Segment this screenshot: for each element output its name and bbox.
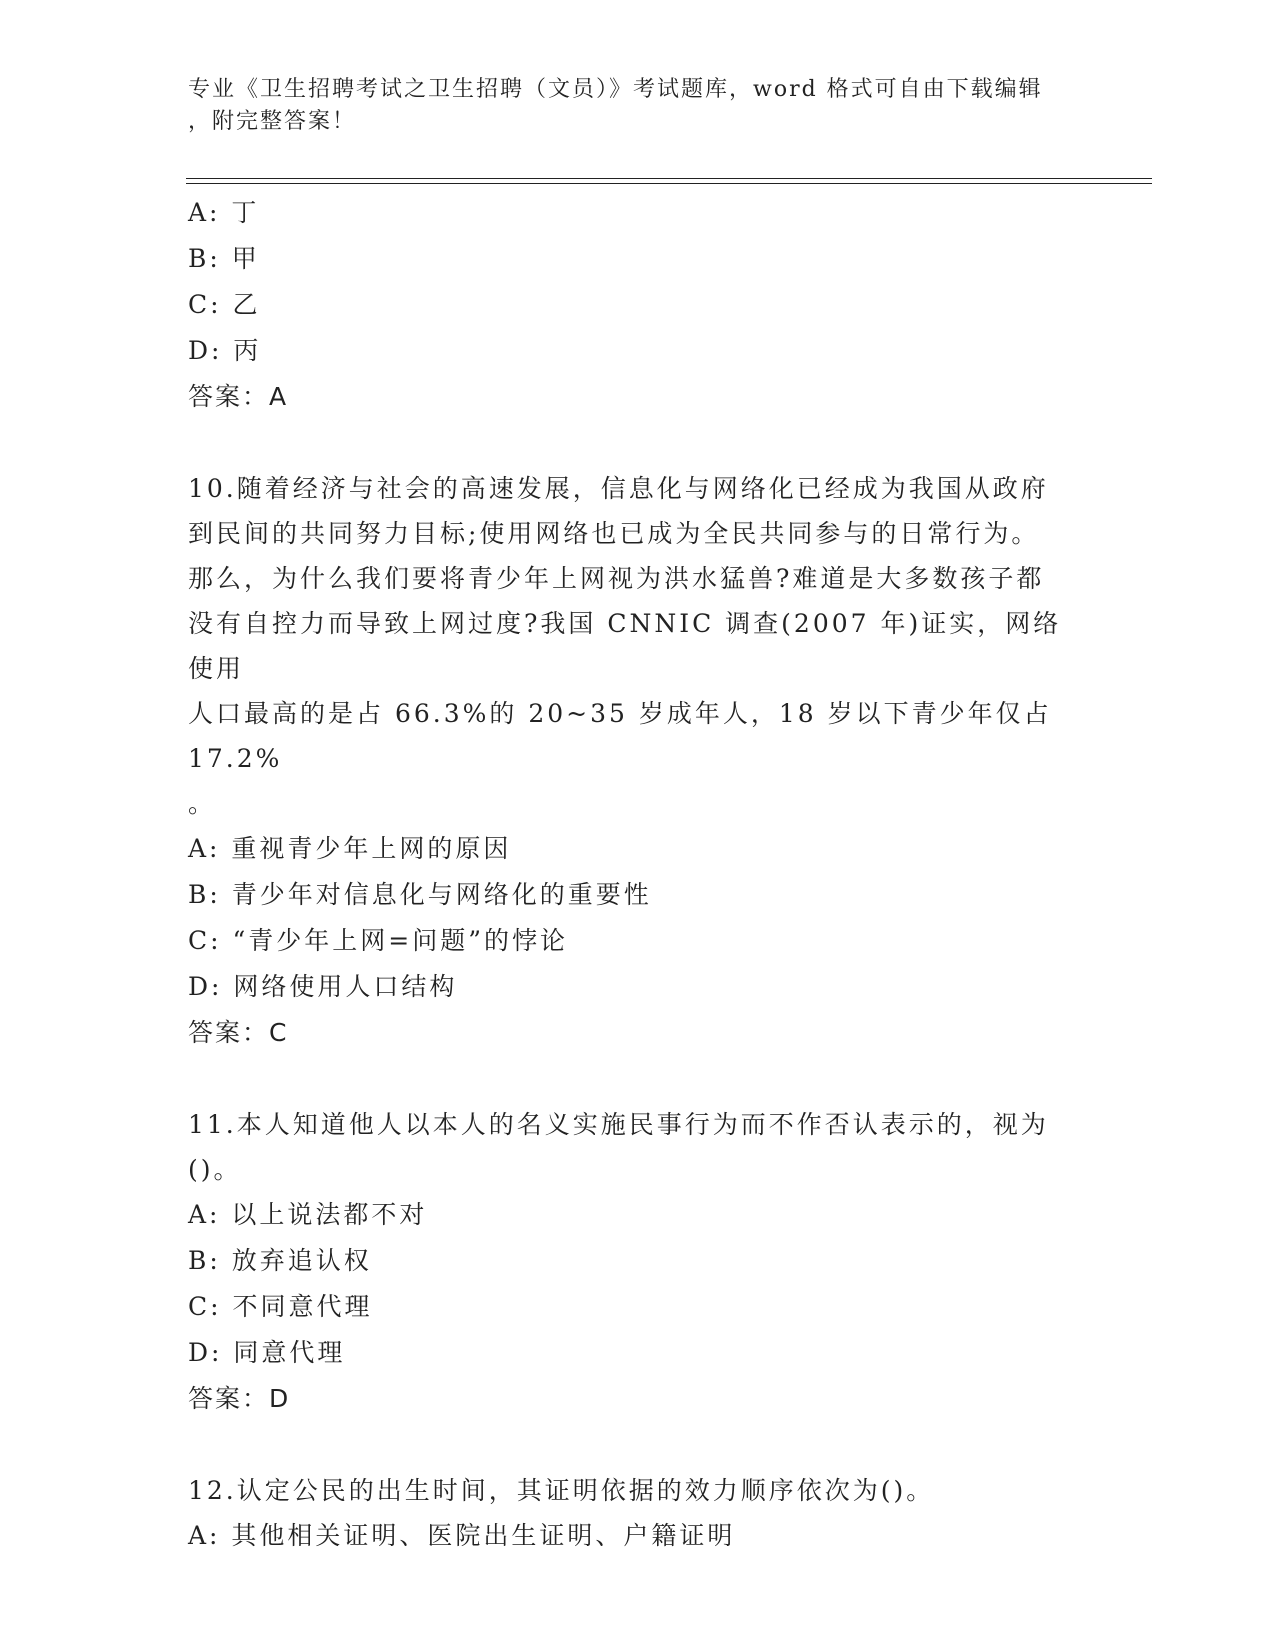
- option-c: C: 乙: [188, 290, 261, 319]
- document-header: [188, 74, 1088, 138]
- header-line-1: 专业《卫生招聘考试之卫生招聘（文员）》考试题库，word 格式可自由下载编辑: [188, 77, 1043, 102]
- question-12: [188, 1468, 1108, 1559]
- question-stem: [188, 466, 1108, 826]
- option-b: B: 甲: [188, 244, 260, 273]
- option-d: D: 网络使用人口结构: [188, 972, 458, 1001]
- stem-line: 到民间的共同努力目标;使用网络也已成为全民共同参与的日常行为。: [188, 519, 1040, 548]
- question-10: [188, 466, 1108, 1056]
- option-a: A: 重视青少年上网的原因: [188, 834, 512, 863]
- question-list: [188, 190, 1108, 1559]
- stem-line: 没有自控力而导致上网过度?我国 CNNIC 调查(2007 年)证实，网络使用: [188, 609, 1062, 683]
- question-9: [188, 190, 1108, 420]
- stem-line: 10.随着经济与社会的高速发展，信息化与网络化已经成为我国从政府: [188, 474, 1049, 503]
- stem-line: 。: [188, 789, 217, 818]
- answer-line: 答案：A: [188, 382, 289, 411]
- spacer: [188, 1056, 1108, 1102]
- option-a: A: 其他相关证明、医院出生证明、户籍证明: [188, 1521, 736, 1550]
- spacer: [188, 1422, 1108, 1468]
- option-d: D: 丙: [188, 336, 262, 365]
- stem-line: ()。: [188, 1155, 242, 1184]
- option-c: C: 不同意代理: [188, 1292, 373, 1321]
- stem-line: 12.认定公民的出生时间，其证明依据的效力顺序依次为()。: [188, 1476, 935, 1505]
- header-line-2: ，附完整答案！: [188, 109, 357, 134]
- stem-line: 那么，为什么我们要将青少年上网视为洪水猛兽?难道是大多数孩子都: [188, 564, 1045, 593]
- option-b: B: 放弃追认权: [188, 1246, 372, 1275]
- header-divider-bottom: [186, 183, 1152, 184]
- question-stem: [188, 1102, 1108, 1192]
- option-c: C: “青少年上网=问题”的悖论: [188, 926, 569, 955]
- question-11: [188, 1102, 1108, 1422]
- answer-line: 答案：D: [188, 1384, 291, 1413]
- spacer: [188, 420, 1108, 466]
- option-a: A: 以上说法都不对: [188, 1200, 428, 1229]
- question-stem: [188, 1468, 1108, 1513]
- option-d: D: 同意代理: [188, 1338, 346, 1367]
- option-b: B: 青少年对信息化与网络化的重要性: [188, 880, 652, 909]
- stem-line: 11.本人知道他人以本人的名义实施民事行为而不作否认表示的，视为: [188, 1110, 1049, 1139]
- option-a: A: 丁: [188, 198, 260, 227]
- stem-line: 人口最高的是占 66.3%的 20~35 岁成年人，18 岁以下青少年仅占 17.2%: [188, 699, 1063, 773]
- header-divider-top: [186, 178, 1152, 179]
- answer-line: 答案：C: [188, 1018, 289, 1047]
